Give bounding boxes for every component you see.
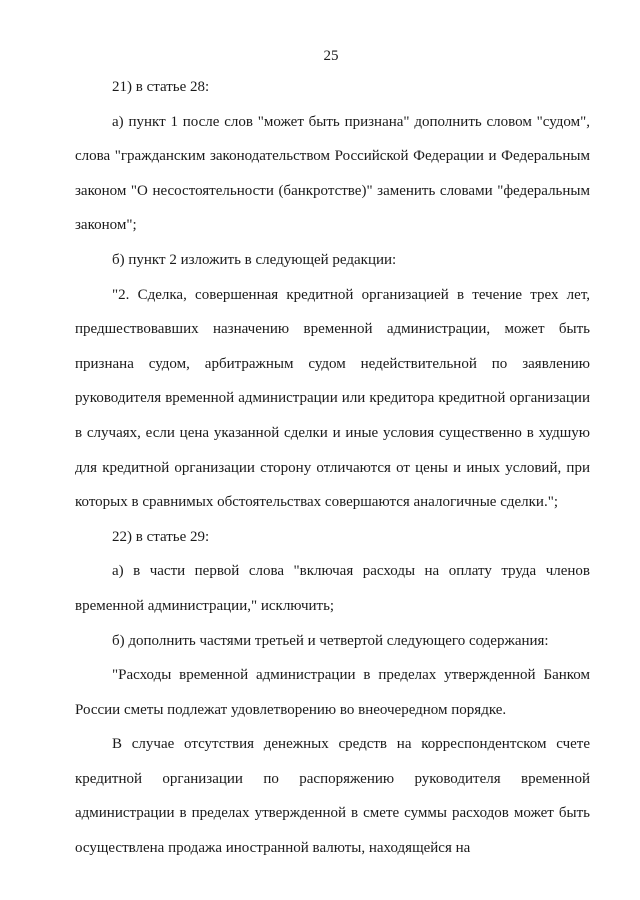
paragraph-quoted-point-2: "2. Сделка, совершенная кредитной организацией в течение трех лет, предшествовавших назначению временной администрации, может быть признана судом, арбитражным судом недействительной по заявлению руководителя временной администрации или кредитора кредитной организации в случаях, если цена указанной сделки и иные условия существенно в худшую для кредитной организации сторону отличаются от цены и иных условий, при которых в сравнимых обстоятельствах совершаются аналогичные сделки."; xyxy=(75,286,590,511)
paragraph-subitem-a-part-1: а) в части первой слова "включая расходы на оплату труда членов временной администрации," исключить; xyxy=(75,563,590,614)
paragraph-quoted-expenses: "Расходы временной администрации в пределах утвержденной Банком России сметы подлежат удовлетворению во внеочередном порядке. xyxy=(75,667,590,718)
page-number: 25 xyxy=(323,48,339,64)
document-body xyxy=(75,70,590,866)
paragraph-subitem-b-parts-3-4: б) дополнить частями третьей и четвертой следующего содержания: xyxy=(112,632,549,649)
paragraph-item-22: 22) в статье 29: xyxy=(112,528,210,545)
paragraph-item-21: 21) в статье 28: xyxy=(112,79,210,95)
paragraph-no-funds: В случае отсутствия денежных средств на корреспондентском счете кредитной организации по распоряжению руководителя временной администрации в пределах утвержденной в смете суммы расходов может быть осуществлена продажа иностранной валюты, находящейся на xyxy=(75,736,590,857)
paragraph-subitem-a-point-1: а) пункт 1 после слов "может быть признана" дополнить словом "судом", слова "гражданским законодательством Российской Федерации и Федеральным законом "О несостоятельности (банкротстве)" заменить словами "федеральным законом"; xyxy=(75,113,590,234)
paragraph-subitem-b-point-2: б) пункт 2 изложить в следующей редакции: xyxy=(112,251,397,268)
